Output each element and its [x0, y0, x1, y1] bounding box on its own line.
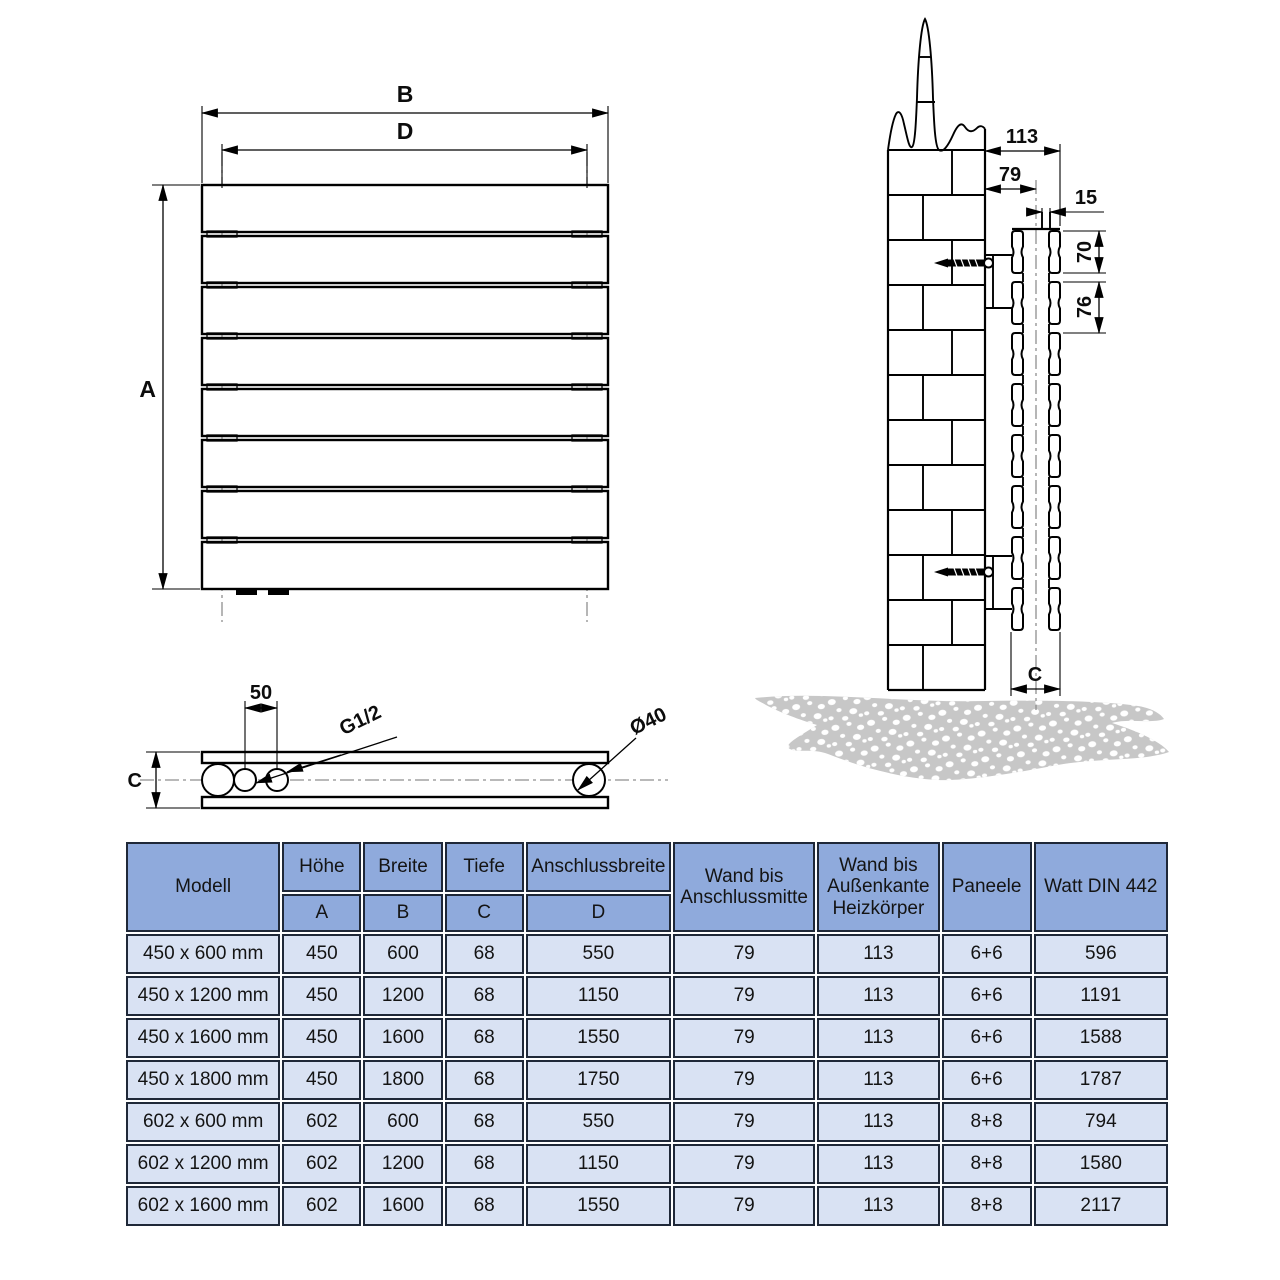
col-header-a: A [282, 894, 361, 932]
col-header-modell: Modell [126, 842, 280, 932]
cell-wand-aussenkante: 113 [817, 1144, 939, 1184]
cell-paneele: 6+6 [942, 1060, 1032, 1100]
dimension-15 [1028, 187, 1104, 226]
dimension-a [139, 185, 200, 589]
cell-wand-aussenkante: 113 [817, 1186, 939, 1226]
dimension-79 [985, 164, 1036, 189]
cell-paneele: 8+8 [942, 1144, 1032, 1184]
cell-breite: 1600 [363, 1018, 442, 1058]
cell-wand-anschlussmitte: 79 [673, 976, 815, 1016]
dim-label-70: 70 [1074, 240, 1096, 264]
callout-d40 [578, 703, 670, 790]
col-header-anschlussbreite: Anschlussbreite [526, 842, 671, 892]
screw-icon [934, 568, 993, 577]
cell-breite: 1200 [363, 976, 442, 1016]
cell-wand-anschlussmitte: 79 [673, 1186, 815, 1226]
table-row [126, 1102, 1168, 1142]
dimension-76 [1063, 282, 1106, 333]
dim-label-79: 79 [998, 164, 1022, 186]
cell-modell: 602 x 600 mm [126, 1102, 280, 1142]
col-header-breite: Breite [363, 842, 442, 892]
cell-watt: 596 [1034, 934, 1168, 974]
cell-paneele: 8+8 [942, 1186, 1032, 1226]
cell-paneele: 6+6 [942, 934, 1032, 974]
wall-break-edge [888, 19, 985, 151]
spec-table [124, 840, 1170, 1228]
cell-hoehe: 450 [282, 1060, 361, 1100]
dimension-d [222, 118, 587, 188]
cell-breite: 600 [363, 1102, 442, 1142]
bottom-connection-stub [236, 589, 257, 595]
cell-breite: 600 [363, 934, 442, 974]
cell-watt: 2117 [1034, 1186, 1168, 1226]
cell-wand-anschlussmitte: 79 [673, 1060, 815, 1100]
cell-anschlussbreite: 1550 [526, 1186, 671, 1226]
connection-port [266, 769, 288, 791]
cell-wand-aussenkante: 113 [817, 1018, 939, 1058]
cell-tiefe: 68 [445, 1186, 524, 1226]
table-row [126, 1144, 1168, 1184]
floor-hatch [755, 696, 1169, 780]
cell-modell: 450 x 1600 mm [126, 1018, 280, 1058]
col-header-hoehe: Höhe [282, 842, 361, 892]
bottom-connection-stub [268, 589, 289, 595]
table-row [126, 934, 1168, 974]
dimension-c-plan [128, 752, 200, 808]
cell-paneele: 8+8 [942, 1102, 1032, 1142]
dimension-113 [985, 126, 1060, 226]
col-header-tiefe: Tiefe [445, 842, 524, 892]
col-header-wand-anschlussmitte: Wand bis Anschlussmitte [673, 842, 815, 932]
plan-panel-row-back [202, 797, 608, 808]
cell-anschlussbreite: 550 [526, 1102, 671, 1142]
dim-label-50: 50 [249, 682, 273, 704]
dim-label-a: A [139, 376, 156, 402]
dim-label-76: 76 [1074, 295, 1096, 319]
wall [888, 19, 985, 690]
cell-tiefe: 68 [445, 1018, 524, 1058]
cell-watt: 1191 [1034, 976, 1168, 1016]
cell-modell: 450 x 600 mm [126, 934, 280, 974]
table-row [126, 1060, 1168, 1100]
cell-breite: 1800 [363, 1060, 442, 1100]
cell-modell: 450 x 1800 mm [126, 1060, 280, 1100]
brick-courses [888, 150, 985, 690]
cell-watt: 794 [1034, 1102, 1168, 1142]
front-view [139, 81, 608, 622]
cell-wand-aussenkante: 113 [817, 976, 939, 1016]
wall-bracket-bottom [985, 556, 1012, 609]
col-header-c: C [445, 894, 524, 932]
cell-tiefe: 68 [445, 1060, 524, 1100]
cell-anschlussbreite: 1750 [526, 1060, 671, 1100]
col-header-wand-aussenkante: Wand bis Außenkante Heizkörper [817, 842, 939, 932]
cell-anschlussbreite: 1150 [526, 976, 671, 1016]
dim-label-d: D [396, 118, 414, 144]
cell-wand-aussenkante: 113 [817, 934, 939, 974]
connection-port [234, 769, 256, 791]
cell-modell: 602 x 1600 mm [126, 1186, 280, 1226]
collector-tube-left [202, 764, 234, 796]
col-header-paneele: Paneele [942, 842, 1032, 932]
dim-label-113: 113 [1005, 126, 1039, 148]
dim-label-15: 15 [1074, 187, 1098, 209]
cell-tiefe: 68 [445, 934, 524, 974]
cell-wand-aussenkante: 113 [817, 1060, 939, 1100]
dimension-70 [1063, 231, 1106, 273]
side-view [755, 19, 1169, 780]
dim-label-b: B [396, 81, 414, 107]
table-row [126, 976, 1168, 1016]
cell-hoehe: 450 [282, 1018, 361, 1058]
cell-wand-anschlussmitte: 79 [673, 1102, 815, 1142]
cell-modell: 602 x 1200 mm [126, 1144, 280, 1184]
plan-panel-row-front [202, 752, 608, 763]
cell-anschlussbreite: 550 [526, 934, 671, 974]
col-header-watt: Watt DIN 442 [1034, 842, 1168, 932]
cell-paneele: 6+6 [942, 1018, 1032, 1058]
screw-icon [934, 259, 993, 268]
cell-tiefe: 68 [445, 1102, 524, 1142]
cell-hoehe: 450 [282, 976, 361, 1016]
cell-paneele: 6+6 [942, 976, 1032, 1016]
cell-watt: 1787 [1034, 1060, 1168, 1100]
cell-hoehe: 602 [282, 1102, 361, 1142]
plan-view [128, 682, 671, 808]
header-row-1 [126, 842, 1168, 892]
cell-anschlussbreite: 1550 [526, 1018, 671, 1058]
cell-modell: 450 x 1200 mm [126, 976, 280, 1016]
cell-watt: 1588 [1034, 1018, 1168, 1058]
dim-label-c-side: C [1027, 664, 1043, 686]
cell-wand-anschlussmitte: 79 [673, 1144, 815, 1184]
table-row [126, 1018, 1168, 1058]
table-row [126, 1186, 1168, 1226]
cell-hoehe: 450 [282, 934, 361, 974]
cell-wand-anschlussmitte: 79 [673, 1018, 815, 1058]
cell-hoehe: 602 [282, 1186, 361, 1226]
cell-anschlussbreite: 1150 [526, 1144, 671, 1184]
dim-label-c-plan: C [127, 770, 142, 792]
col-header-b: B [363, 894, 442, 932]
dim-label-g12: G1/2 [336, 701, 385, 740]
cell-tiefe: 68 [445, 976, 524, 1016]
cell-watt: 1580 [1034, 1144, 1168, 1184]
col-header-d: D [526, 894, 671, 932]
cell-breite: 1200 [363, 1144, 442, 1184]
cell-wand-aussenkante: 113 [817, 1102, 939, 1142]
dim-label-d40: Ø40 [626, 703, 671, 740]
cell-wand-anschlussmitte: 79 [673, 934, 815, 974]
cell-tiefe: 68 [445, 1144, 524, 1184]
cell-hoehe: 602 [282, 1144, 361, 1184]
cell-breite: 1600 [363, 1186, 442, 1226]
radiator-panels [202, 185, 608, 589]
